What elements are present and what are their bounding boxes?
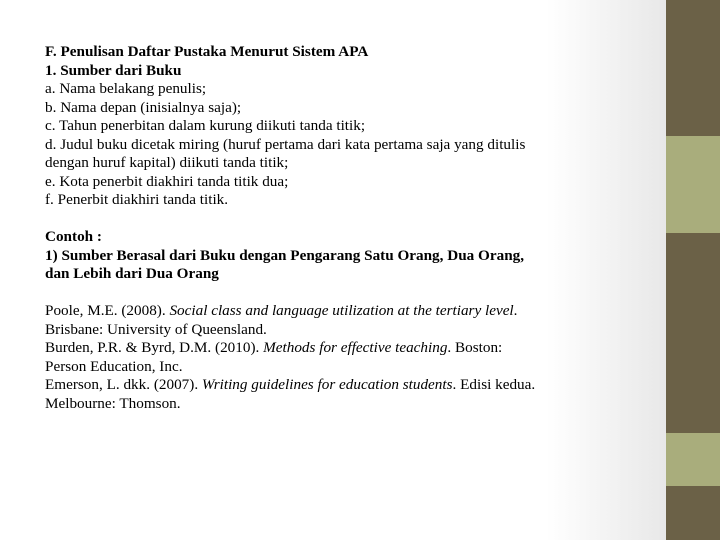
spacer [45, 284, 645, 303]
reference-authors: Poole, M.E. (2008). [45, 302, 170, 319]
sidebar-block-dark [666, 0, 720, 136]
rule-item: a. Nama belakang penulis; [45, 80, 207, 97]
reference-line [45, 339, 645, 358]
reference-continuation: Brisbane: University of Queensland. [45, 320, 267, 338]
reference-list [45, 302, 645, 413]
reference-item [45, 302, 645, 339]
rules-list [45, 80, 645, 210]
sidebar-block-dark [666, 233, 720, 433]
reference-rest: . [513, 302, 518, 319]
sidebar-block-dark [666, 486, 720, 540]
heading: F. Penulisan Daftar Pustaka Menurut Sistem APA [45, 43, 369, 60]
reference-line [45, 376, 645, 395]
reference-item [45, 376, 645, 413]
reference-authors: Emerson, L. dkk. (2007). [45, 376, 202, 393]
reference-continuation: Melbourne: Thomson. [45, 394, 181, 412]
example-title-continuation: dan Lebih dari Dua Orang [45, 265, 219, 282]
reference-continuation: Person Education, Inc. [45, 357, 183, 375]
slide-content [45, 43, 645, 413]
subheading: 1. Sumber dari Buku [45, 61, 182, 79]
spacer [45, 210, 645, 229]
reference-line [45, 302, 645, 321]
example-title: 1) Sumber Berasal dari Buku dengan Pengarang Satu Orang, Dua Orang, [45, 246, 525, 264]
decorative-sidebar [666, 0, 720, 540]
rule-item: d. Judul buku dicetak miring (huruf pertama dari kata pertama saja yang ditulis [45, 135, 526, 153]
reference-item [45, 339, 645, 376]
reference-title: Social class and language utilization at the tertiary level [169, 302, 514, 319]
sidebar-block-light [666, 136, 720, 233]
example-label: Contoh : [45, 228, 102, 245]
reference-rest: . Edisi kedua. [452, 376, 536, 393]
sidebar-block-light [666, 433, 720, 486]
reference-rest: . Boston: [447, 339, 503, 356]
rule-item: f. Penerbit diakhiri tanda titik. [45, 191, 229, 208]
rule-item: b. Nama depan (inisialnya saja); [45, 98, 242, 116]
reference-title: Methods for effective teaching [263, 339, 448, 356]
rule-item: e. Kota penerbit diakhiri tanda titik dua; [45, 172, 289, 190]
rule-item: dengan huruf kapital) diikuti tanda titik; [45, 154, 289, 171]
rule-item: c. Tahun penerbitan dalam kurung diikuti tanda titik; [45, 117, 366, 134]
reference-authors: Burden, P.R. & Byrd, D.M. (2010). [45, 339, 264, 356]
reference-title: Writing guidelines for education students [201, 376, 453, 393]
